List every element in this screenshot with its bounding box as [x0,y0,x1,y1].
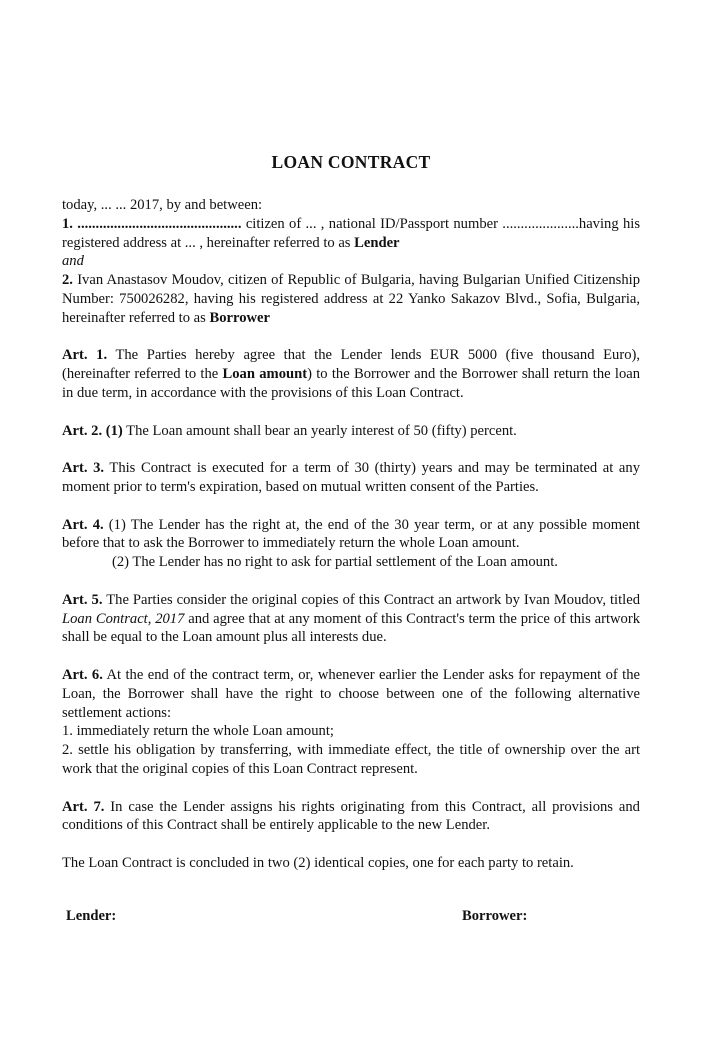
document-body [62,196,640,873]
article-4: Art. 4. (1) The Lender has the right at, the end of the 30 year term, or at any possible moment before that to ask the Borrower to immediately return the whole Loan amount. [62,516,640,552]
article-2-label: Art. 2. (1) [62,422,123,439]
article-5-label: Art. 5. [62,591,103,608]
article-2: Art. 2. (1) The Loan amount shall bear an yearly interest of 50 (fifty) percent. [62,422,517,439]
closing-statement: The Loan Contract is concluded in two (2) identical copies, one for each party to retain. [62,854,574,871]
article-6-label: Art. 6. [62,666,103,683]
party1-role: Lender [354,234,400,251]
party1-text: citizen of ... , national ID/Passport number .....................having his registered address at ... , hereinafter referred to as [62,215,640,251]
article-4-clause-2: (2) The Lender has no right to ask for partial settlement of the Loan amount. [112,554,558,571]
party2-role: Borrower [209,309,270,326]
party1-paragraph [62,215,640,253]
article-7-label: Art. 7. [62,798,105,815]
and-word: and [62,253,84,270]
artwork-title: Loan Contract, 2017 [62,610,185,627]
article-5: Art. 5. The Parties consider the original copies of this Contract an artwork by Ivan Moudov, titled Loan Contract, 2017 and agree that at any moment of this Contract's term the price of this artwork shall be equal to the Loan amount plus all interests due. [62,591,641,646]
borrower-signature-label: Borrower: [462,908,528,924]
party1-number: 1. [62,215,73,232]
lender-signature-label: Lender: [66,908,117,924]
party2-text: Ivan Anastasov Moudov, citizen of Republic of Bulgaria, having Bulgarian Unified Citizenship Number: 750026282, having his registered address at 22 Yanko Sakazov Blvd., Sofia, Bulgaria, hereinafter referred to as [62,272,640,326]
intro-line: today, ... ... 2017, by and between: [62,197,263,213]
article-3: Art. 3. This Contract is executed for a term of 30 (thirty) years and may be terminated at any moment prior to term's expiration, based on mutual written consent of the Parties. [62,460,640,495]
party1-name-dots: ............................................. [77,215,242,232]
article-6-option-2: 2. settle his obligation by transferring, with immediate effect, the title of ownership over the art work that the original copies of this Loan Contract represent. [62,742,640,777]
document-title: LOAN CONTRACT [271,152,431,172]
party2-paragraph [62,271,640,327]
party2-number: 2. [62,272,73,289]
article-1: Art. 1. The Parties hereby agree that the Lender lends EUR 5000 (five thousand Euro), (hereinafter referred to the Loan amount) to the Borrower and the Borrower shall return the loan in due term, in accordance with the provisions of this Loan Contract. [62,347,641,401]
article-3-label: Art. 3. [62,460,105,477]
article-6: Art. 6. At the end of the contract term, or, whenever earlier the Lender asks for repayment of the Loan, the Borrower shall have the right to choose between one of the following alternative settlement actions: [62,666,640,721]
article-1-label: Art. 1. [62,347,108,364]
article-4-label: Art. 4. [62,516,104,533]
article-7: Art. 7. In case the Lender assigns his rights originating from this Contract, all provisions and conditions of this Contract shall be entirely applicable to the new Lender. [62,798,640,834]
article-6-option-1: 1. immediately return the whole Loan amount; [62,723,334,740]
loan-amount-term: Loan amount [222,366,308,383]
